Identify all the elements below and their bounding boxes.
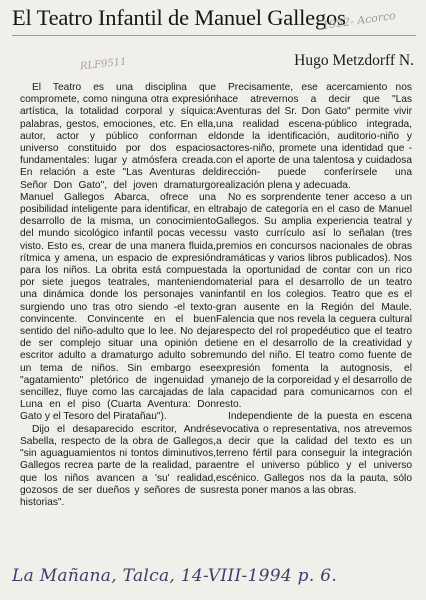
article-title: El Teatro Infantil de Manuel Gallegos	[12, 5, 346, 30]
handwritten-archive-code: RLF9511	[79, 56, 128, 73]
paragraph: Dijo el desaparecido escritor, Andrés Sabella, respecto de la obra de Gallegos, "sin aguaguamientos ni tontos diminutivos, Gallegos recrea parte de la realidad, para que los niños avancen a 'su' realidad, gozosos de ser dueños y señores de sus historias".	[20, 423, 216, 508]
paragraph: Precisamente, ese acercamiento nos hace atrevernos a decir que "Las Aventuras del Sr. Don Gato" permite vivir una realidad escena-público integrada, donde la identificación, auditorio-niño y actores-niño, promete una identidad que -con el aporte de una talentosa y cuidadosa dirección- puede conferírsele una realización plena y adecuada.	[216, 82, 412, 191]
article-column-left	[20, 82, 216, 509]
paragraph: No es sorprendente tener acceso a un trabajo de categoría en el caso de Manuel Gallegos. Su amplia experiencia teatral y su vasto currículo así lo señalan (tres premios en concursos nacionales de obras dramáticas y varios libros publicados). Nos da la oportunidad de contar con un rico material para el desarrollo de un teatro infantil en los colegios. Teatro que es el gran ausente en la Región del Maule. Falencia que nos revela la ceguera cultural respecto del rol propedéutico que el teatro tiene en el desarrollo de la creatividad y mundo del niño. El teatro como fuente de expresión fomenta la autognosis, el manejo de la corporeidad y el desarrollo de la capacidad para comunicarnos con el resto.	[216, 191, 412, 411]
handwritten-source-note: La Mañana, Talca, 14-VIII-1994 p. 6.	[12, 566, 338, 586]
title-divider	[12, 35, 416, 36]
handwritten-date-note: 1952- Acorco	[321, 8, 397, 33]
paragraph: Independiente de la puesta en escena evocativa o representativa, nos atrevemos a decir que la calidad del texto es un terreno fértil para conseguir la integración entre el universo público y el universo escénico. Gallegos nos da la pauta, sólo resta poner manos a las obras.	[216, 411, 412, 496]
paragraph: El Teatro es una disciplina que compromete, como ninguna otra expresión artística, la totalidad corporal y síquica: palabras, gestos, emociones, etc. En ella, autor, actor y público conforman el universo constituido por dos espacios fundamentales: lugar y atmósfera creada. En relación a este "Las Aventuras del Señor Don Gato", del joven dramaturgo Manuel Gallegos Abarca, ofrece una posibilidad inteligente para identificar, en el desarrollo de la misma, un conocimiento del mundo sicológico infantil pocas veces visto. Esto es, crear de una manera fluida, rítmica y amena, un espacio de expresión para los niños. La obrita está compuesta por siete juegos teatrales, manteniendo una dinámica donde los personajes van surgiendo uno tras otro siendo -el texto- convincente. Convincente en el buen sentido del niño-adulto que lo lee. No deja de ser complejo situar una opinión de escritor adulto a dramaturgo adulto sobre un tema de niños. Sin embargo ese "agatamiento" pletórico de ingenuidad y sencillez, fluye como las carcajadas de la Luna en el piso (Cuarta Aventura: Don Gato y el Tesoro del Piratañau").	[20, 82, 216, 423]
article-column-right	[216, 82, 412, 497]
article-author: Hugo Metzdorff N.	[294, 52, 414, 69]
